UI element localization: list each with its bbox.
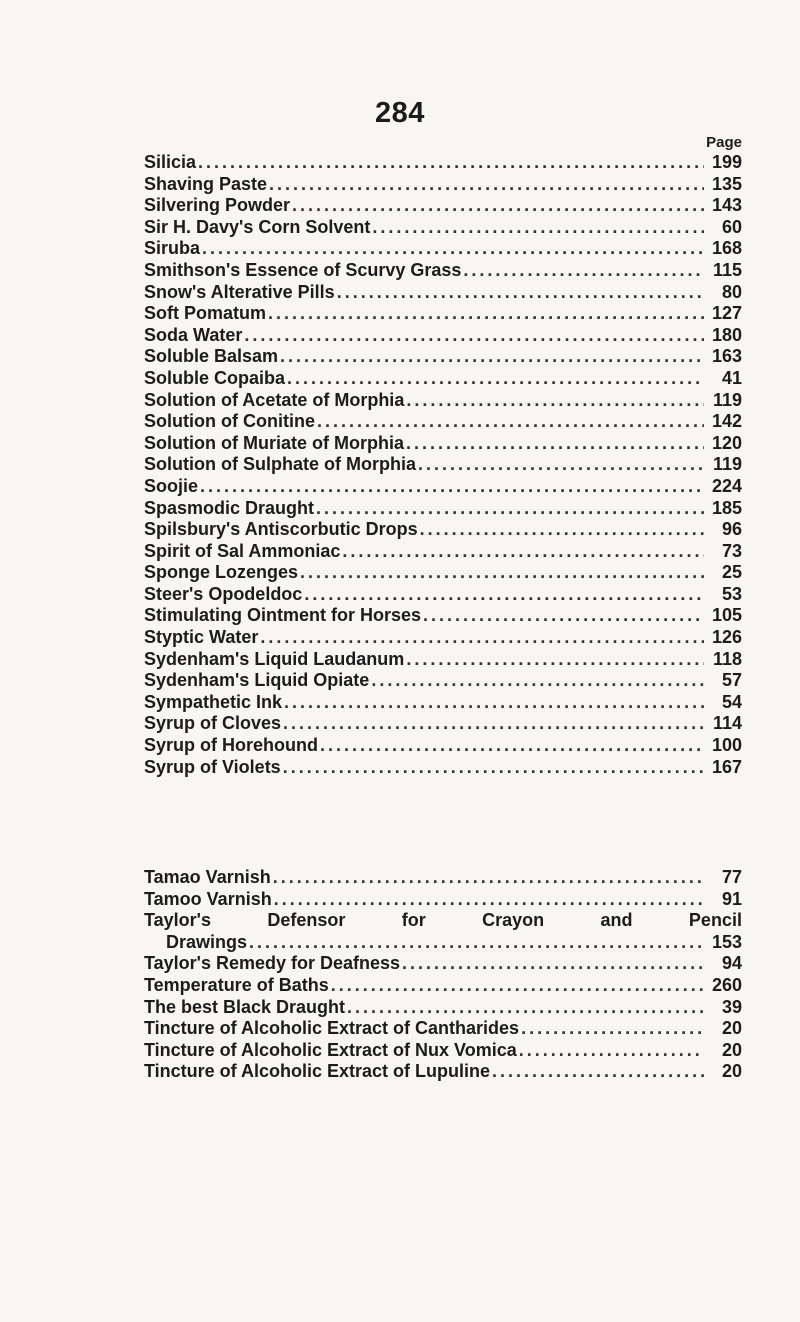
dot-leader <box>260 627 704 649</box>
index-entry-first-line <box>144 910 742 932</box>
dot-leader <box>521 1018 704 1040</box>
dot-leader <box>292 195 704 217</box>
entry-page: 96 <box>721 519 742 540</box>
dot-leader <box>287 368 704 390</box>
index-entry <box>144 670 742 692</box>
entry-name: Drawings <box>166 931 248 952</box>
entry-page: 163 <box>711 346 742 367</box>
dot-leader <box>249 932 704 954</box>
entry-name: Solution of Sulphate of Morphia <box>144 454 416 475</box>
entry-name: Taylor's Remedy for Deafness <box>144 953 401 974</box>
entry-name: Sydenham's Liquid Opiate <box>144 670 370 691</box>
dot-leader <box>331 975 704 997</box>
entry-name: Silicia <box>144 152 197 172</box>
dot-leader <box>423 605 704 627</box>
dot-leader <box>273 867 704 889</box>
dot-leader <box>519 1040 704 1062</box>
entry-page: 142 <box>711 411 742 432</box>
dot-leader <box>320 735 704 757</box>
dot-leader <box>371 670 704 692</box>
index-entry <box>144 217 742 239</box>
entry-name: Spirit of Sal Ammoniac <box>144 540 341 561</box>
entry-name: Soluble Copaiba <box>144 367 286 388</box>
index-entry <box>144 735 742 757</box>
entry-page: 20 <box>721 1061 742 1082</box>
index-entry <box>144 562 742 584</box>
index-entry <box>144 325 742 347</box>
entry-page: 119 <box>712 389 742 410</box>
dot-leader <box>406 433 704 455</box>
entry-word: Defensor <box>267 910 346 931</box>
dot-leader <box>492 1061 704 1083</box>
entry-name: Tincture of Alcoholic Extract of Cantharides <box>144 1018 520 1039</box>
entry-page: 73 <box>721 540 742 561</box>
index-entry <box>144 997 742 1019</box>
entry-word: for <box>401 910 426 931</box>
dot-leader <box>463 260 704 282</box>
index-entry <box>144 889 742 911</box>
dot-leader <box>198 152 704 174</box>
index-entry <box>144 713 742 735</box>
entry-name: Siruba <box>144 238 201 259</box>
dot-leader <box>406 390 704 412</box>
entry-name: Syrup of Cloves <box>144 713 282 734</box>
dot-leader <box>406 649 704 671</box>
dot-leader <box>268 303 704 325</box>
dot-leader <box>244 325 704 347</box>
entry-page: 119 <box>712 454 742 475</box>
entry-page: 118 <box>712 648 742 669</box>
entry-name: Silvering Powder <box>144 195 291 216</box>
dot-leader <box>269 174 704 196</box>
entry-page: 53 <box>721 583 742 604</box>
index-entry <box>144 1061 742 1083</box>
index-entry <box>144 649 742 671</box>
dot-leader <box>284 692 704 714</box>
dot-leader <box>283 757 704 779</box>
entry-page: 25 <box>721 562 742 583</box>
entry-page: 80 <box>721 281 742 302</box>
dot-leader <box>280 346 704 368</box>
index-entry <box>144 627 742 649</box>
index-entry <box>144 454 742 476</box>
entry-name: Shaving Paste <box>144 173 268 194</box>
entry-name: Solution of Conitine <box>144 411 315 432</box>
entry-page: 41 <box>721 367 742 388</box>
index-entry <box>144 152 742 174</box>
entry-page: 153 <box>711 931 742 952</box>
dot-leader <box>202 238 704 260</box>
entry-name: Soda Water <box>144 324 243 345</box>
entry-word: and <box>600 910 633 931</box>
entry-page: 180 <box>711 324 742 345</box>
entry-page: 91 <box>721 888 742 909</box>
entry-name: Solution of Acetate of Morphia <box>144 389 405 410</box>
entry-name: Syrup of Violets <box>144 756 281 777</box>
entry-name: Soft Pomatum <box>144 303 267 324</box>
index-entry <box>144 433 742 455</box>
dot-leader <box>337 282 704 304</box>
entry-page: 167 <box>711 756 742 777</box>
dot-leader <box>420 519 704 541</box>
entry-name: Syrup of Horehound <box>144 735 318 756</box>
index-entry <box>144 390 742 412</box>
entry-page: 168 <box>711 238 742 259</box>
page-number: 284 <box>375 97 425 129</box>
index-entry <box>144 541 742 563</box>
entry-word: Crayon <box>482 910 545 931</box>
dot-leader <box>317 411 704 433</box>
entry-page: 127 <box>711 303 742 324</box>
entry-name: Smithson's Essence of Scurvy Grass <box>144 259 462 280</box>
index-entry <box>144 238 742 260</box>
index-entry <box>144 282 742 304</box>
index-entry <box>144 605 742 627</box>
index-entry <box>144 260 742 282</box>
entry-page: 135 <box>711 173 742 194</box>
entry-name: Spasmodic Draught <box>144 497 315 518</box>
index-entry <box>144 411 742 433</box>
dot-leader <box>402 953 704 975</box>
entry-page: 120 <box>711 432 742 453</box>
index-entry <box>144 303 742 325</box>
entry-name: Soluble Balsam <box>144 346 279 367</box>
entry-name: Tamoo Varnish <box>144 888 272 909</box>
index-entry <box>144 174 742 196</box>
entry-name: Snow's Alterative Pills <box>144 281 335 302</box>
dot-leader <box>274 889 704 911</box>
entry-name: Steer's Opodeldoc <box>144 583 303 604</box>
index-entry <box>144 476 742 498</box>
index-entry <box>144 195 742 217</box>
index-entry <box>144 1040 742 1062</box>
entry-page: 60 <box>721 216 742 237</box>
entry-page: 94 <box>721 953 742 974</box>
entry-word: Pencil <box>688 910 742 931</box>
index-entry <box>144 498 742 520</box>
entry-name: Tincture of Alcoholic Extract of Lupuline <box>144 1061 491 1082</box>
index-entry-continuation <box>144 932 742 954</box>
entry-name: Sympathetic Ink <box>144 691 283 712</box>
entry-page: 260 <box>711 974 742 995</box>
index-entry <box>144 692 742 714</box>
entry-page: 54 <box>721 691 742 712</box>
entry-page: 143 <box>711 195 742 216</box>
index-entry <box>144 953 742 975</box>
entry-name: Tamao Varnish <box>144 867 271 887</box>
index-section-s <box>144 152 742 778</box>
dot-leader <box>342 541 704 563</box>
entry-name: The best Black Draught <box>144 996 346 1017</box>
index-entry <box>144 346 742 368</box>
index-entry <box>144 867 742 889</box>
entry-page: 100 <box>711 735 742 756</box>
dot-leader <box>418 454 704 476</box>
index-entry <box>144 368 742 390</box>
entry-page: 199 <box>711 152 742 172</box>
index-entry <box>144 975 742 997</box>
index-entry <box>144 757 742 779</box>
dot-leader <box>200 476 704 498</box>
dot-leader <box>304 584 704 606</box>
index-entry <box>144 1018 742 1040</box>
entry-page: 114 <box>712 713 742 734</box>
index-entry <box>144 584 742 606</box>
index-section-t <box>144 867 742 1083</box>
entry-name: Soojie <box>144 475 199 496</box>
entry-page: 224 <box>711 475 742 496</box>
entry-name: Tincture of Alcoholic Extract of Nux Vomica <box>144 1039 517 1060</box>
entry-page: 185 <box>711 497 742 518</box>
entry-word: Taylor's <box>144 910 211 931</box>
entry-name: Sponge Lozenges <box>144 562 299 583</box>
entry-name: Sir H. Davy's Corn Solvent <box>144 216 371 237</box>
entry-page: 126 <box>711 627 742 648</box>
entry-name: Stimulating Ointment for Horses <box>144 605 422 626</box>
dot-leader <box>283 713 704 735</box>
index-entry <box>144 519 742 541</box>
dot-leader <box>347 997 704 1019</box>
entry-name: Temperature of Baths <box>144 974 329 995</box>
page-column-header: Page <box>706 134 742 151</box>
entry-name: Sydenham's Liquid Laudanum <box>144 648 405 669</box>
entry-page: 20 <box>721 1039 742 1060</box>
entry-name: Solution of Muriate of Morphia <box>144 432 404 453</box>
entry-name: Spilsbury's Antiscorbutic Drops <box>144 519 418 540</box>
entry-page: 57 <box>721 670 742 691</box>
dot-leader <box>316 498 704 520</box>
entry-page: 77 <box>721 867 742 887</box>
entry-name: Styptic Water <box>144 627 259 648</box>
entry-page: 20 <box>721 1018 742 1039</box>
entry-page: 105 <box>711 605 742 626</box>
dot-leader <box>300 562 704 584</box>
entry-page: 39 <box>721 996 742 1017</box>
dot-leader <box>372 217 704 239</box>
entry-page: 115 <box>712 259 742 280</box>
